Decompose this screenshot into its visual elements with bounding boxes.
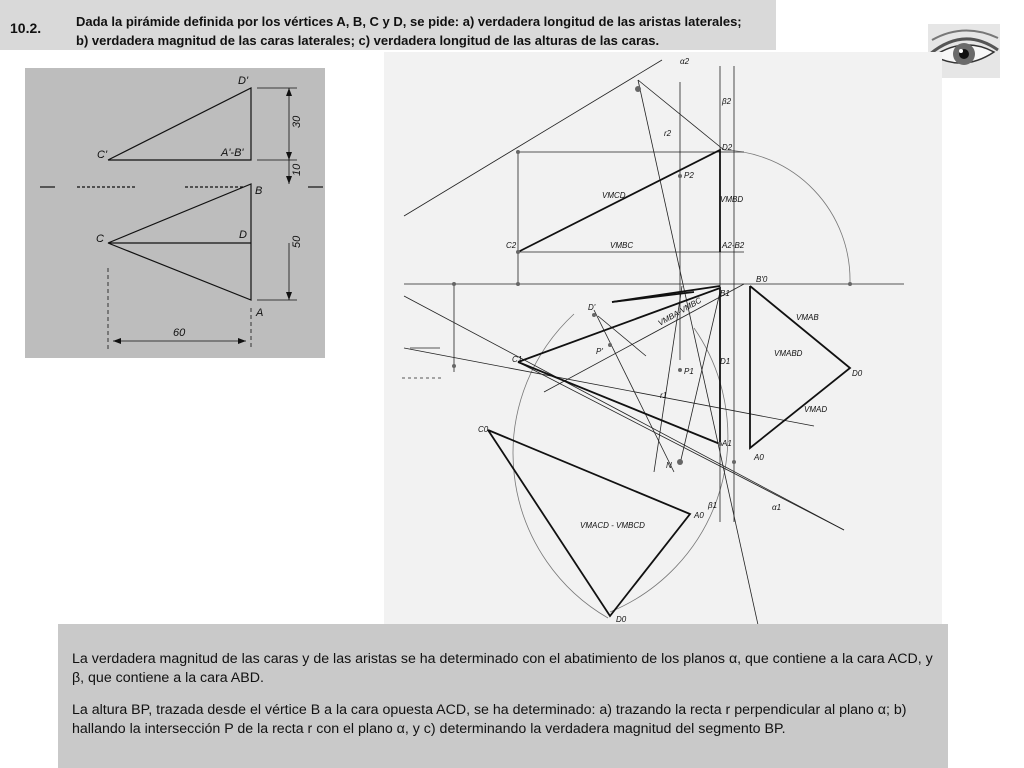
label-c1: C1 bbox=[512, 355, 523, 364]
label-alpha2: α2 bbox=[680, 57, 690, 66]
label-p-prime: P' bbox=[596, 347, 603, 356]
dim-60: 60 bbox=[173, 327, 186, 339]
label-p2: P2 bbox=[684, 171, 694, 180]
explanation-caption bbox=[58, 624, 948, 768]
label-d0: D0 bbox=[616, 615, 627, 624]
label-b: B bbox=[255, 185, 263, 197]
given-pyramid-figure bbox=[25, 68, 325, 358]
label-vmbc: VMBC bbox=[610, 241, 634, 250]
label-ab2: A2-B2 bbox=[722, 241, 745, 250]
label-r2: r2 bbox=[664, 129, 672, 138]
label-d: D bbox=[239, 229, 247, 241]
label-c-prime: C' bbox=[97, 149, 108, 161]
label-vmab: VMAB bbox=[796, 313, 819, 322]
label-b0-prime: B'0 bbox=[756, 275, 768, 284]
dim-50: 50 bbox=[291, 235, 303, 248]
label-beta2: β2 bbox=[722, 97, 732, 106]
label-d0-right: D0 bbox=[852, 369, 863, 378]
label-d-prime-main: D' bbox=[588, 303, 596, 312]
label-n: N bbox=[666, 461, 672, 470]
label-vmba-vmbc: VMBA-VMBC bbox=[656, 295, 703, 328]
label-vmacd-vmbcd: VMACD - VMBCD bbox=[580, 521, 645, 530]
problem-statement-line2: b) verdadera magnitud de las caras laterales; c) verdadera longitud de las alturas de las caras. bbox=[76, 33, 660, 48]
label-ab-prime: A'-B' bbox=[221, 147, 244, 159]
label-a0-right: A0 bbox=[754, 453, 764, 462]
label-vmad: VMAD bbox=[804, 405, 828, 414]
label-d1: D1 bbox=[720, 357, 731, 366]
problem-statement-line1: Dada la pirámide definida por los vértices A, B, C y D, se pide: a) verdadera longitud de las aristas laterales; bbox=[76, 14, 742, 29]
dim-10: 10 bbox=[291, 163, 303, 176]
solution-construction-figure bbox=[384, 52, 942, 624]
label-a0: A0 bbox=[694, 511, 704, 520]
label-vmabd: VMABD bbox=[774, 349, 803, 358]
label-alpha1: α1 bbox=[772, 503, 782, 512]
dim-30: 30 bbox=[291, 115, 303, 128]
label-c: C bbox=[96, 233, 104, 245]
label-d-prime: D' bbox=[238, 75, 249, 87]
caption-paragraph-2: La altura BP, trazada desde el vértice B a la cara opuesta ACD, se ha determinado: a) trazando la recta r perpendicular al plano α; b) hallando la intersección P de la recta r con el plano α, y c) determinando la verdadera magnitud del segmento BP. bbox=[72, 702, 907, 737]
label-r1: r1 bbox=[660, 391, 668, 400]
label-a1: A1 bbox=[722, 439, 732, 448]
label-p1: P1 bbox=[684, 367, 694, 376]
label-c2: C2 bbox=[506, 241, 517, 250]
problem-header bbox=[0, 0, 776, 50]
label-vmcd: VMCD bbox=[602, 191, 626, 200]
label-beta1: β1 bbox=[708, 501, 718, 510]
label-c0: C0 bbox=[478, 425, 489, 434]
caption-paragraph-1: La verdadera magnitud de las caras y de las aristas se ha determinado con el abatimiento de los planos α, que contiene a la cara ACD, y β, que contiene a la cara ABD. bbox=[72, 651, 933, 686]
label-d2: D2 bbox=[722, 143, 733, 152]
label-b1: B1 bbox=[720, 289, 730, 298]
problem-number: 10.2. bbox=[10, 20, 42, 36]
label-vmbd: VMBD bbox=[720, 195, 744, 204]
label-a: A bbox=[256, 307, 264, 319]
